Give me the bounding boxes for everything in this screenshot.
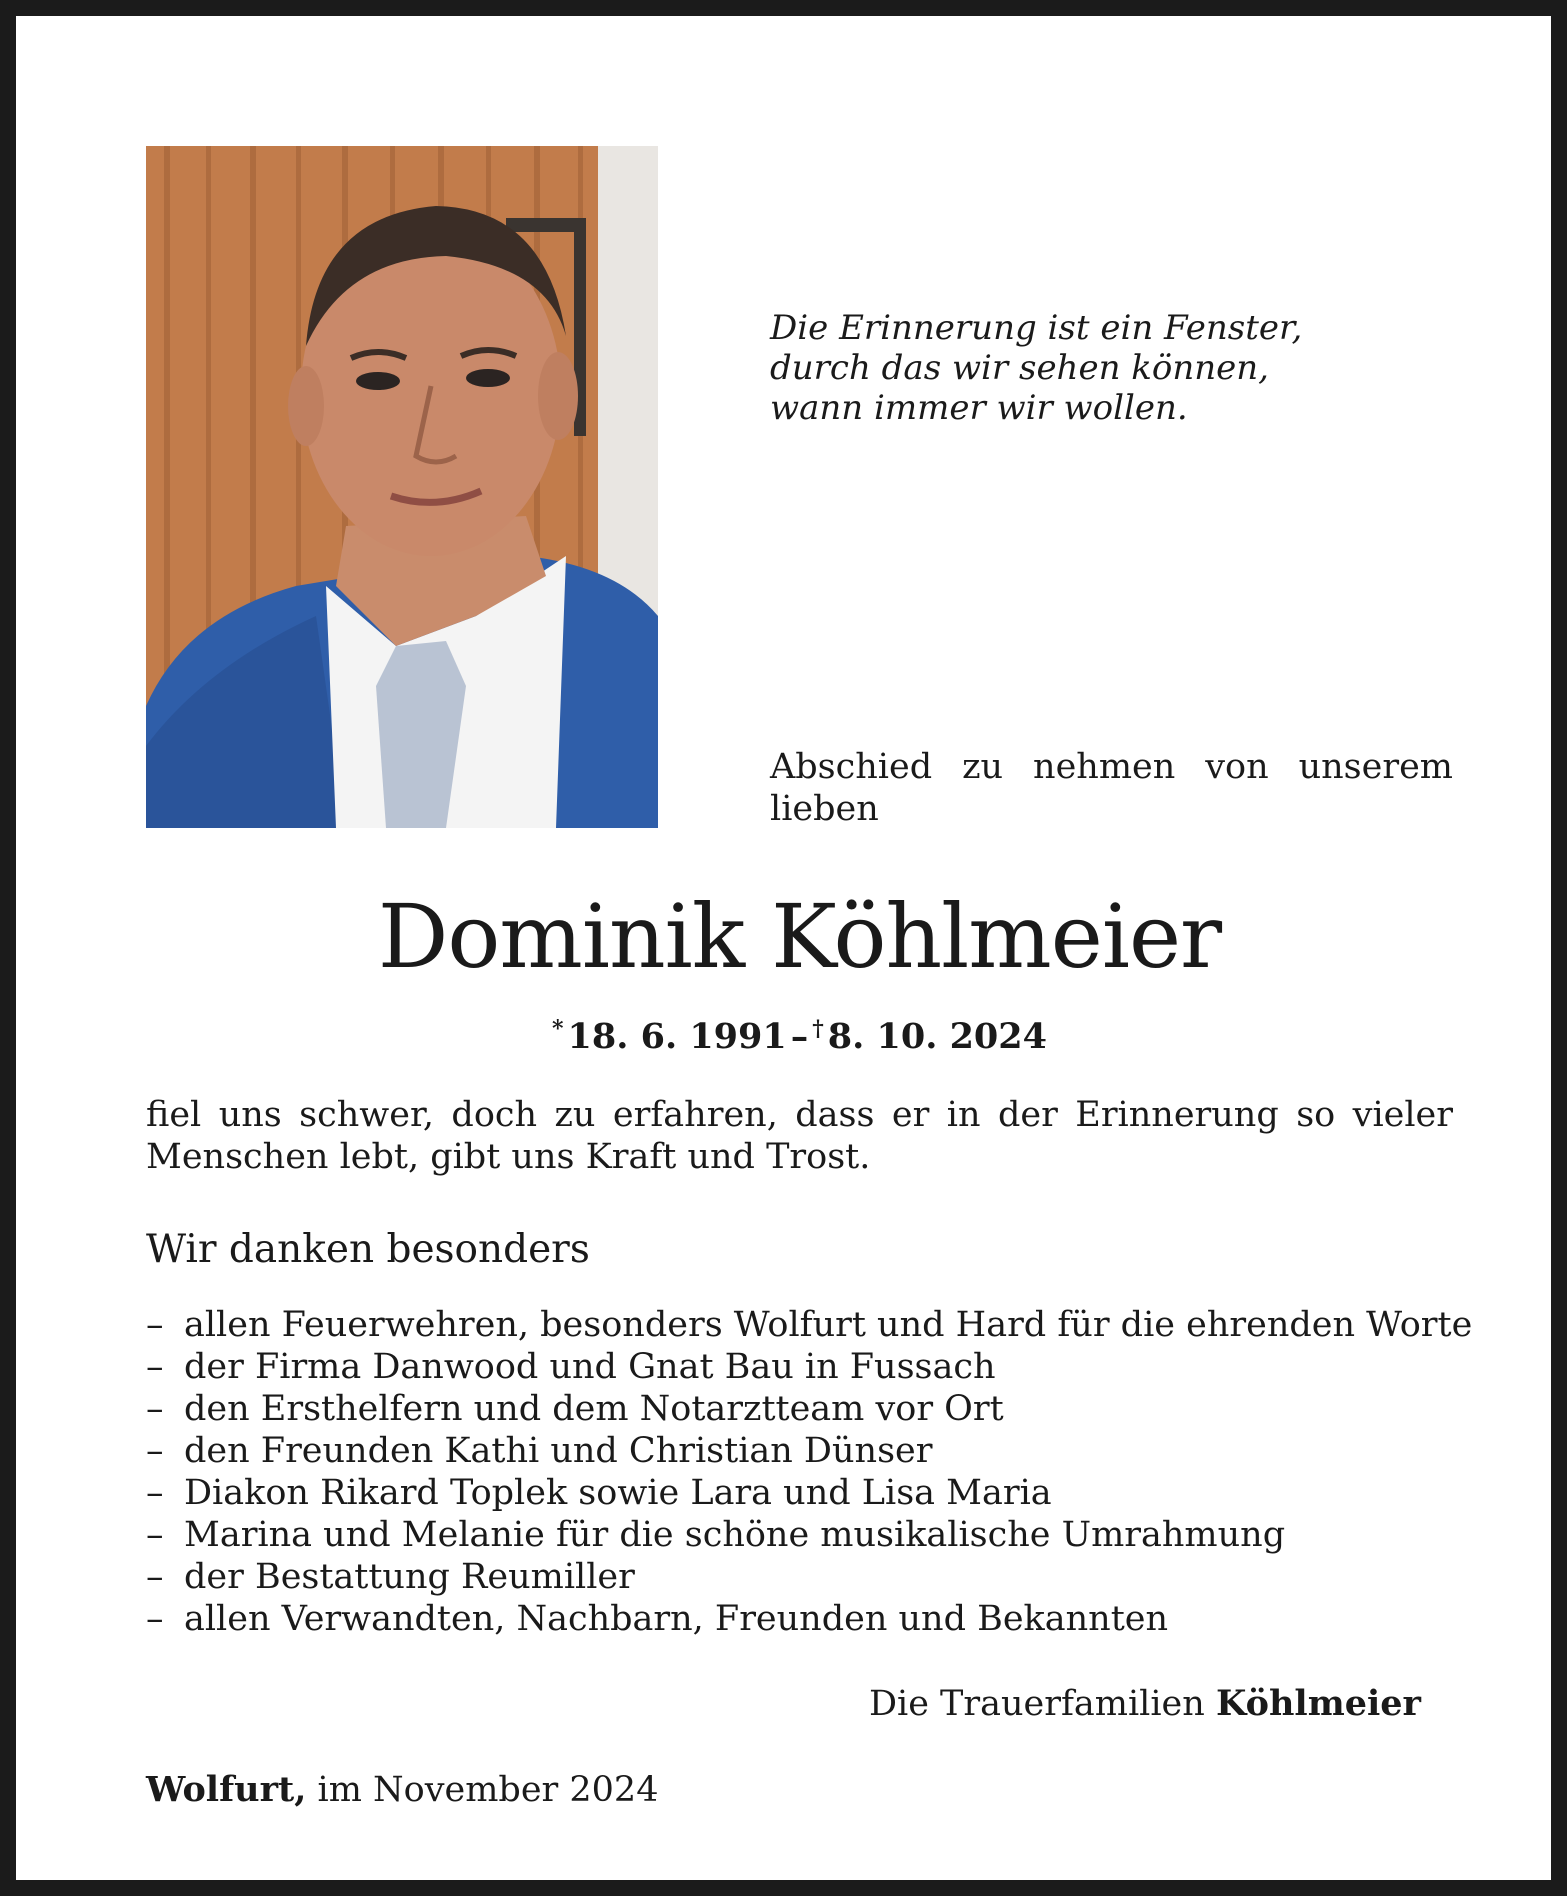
thanks-item-text: Marina und Melanie für die schöne musikalische Umrahmung (184, 1515, 1286, 1555)
memorial-quote (770, 308, 1490, 428)
place-and-date (146, 1768, 658, 1812)
thanks-item-text: Diakon Rikard Toplek sowie Lara und Lisa Maria (184, 1473, 1052, 1513)
thanks-item-text: der Bestattung Reumiller (184, 1557, 635, 1597)
bullet-dash: – (146, 1557, 164, 1597)
date-separator: – (790, 1016, 809, 1057)
bullet-dash: – (146, 1389, 164, 1429)
death-date: 8. 10. 2024 (827, 1016, 1047, 1057)
life-dates (16, 1006, 1567, 1060)
thanks-list (146, 1304, 1473, 1640)
birth-symbol: * (552, 1016, 564, 1042)
thanks-heading: Wir danken besonders (146, 1227, 590, 1272)
signature-prefix: Die Trauerfamilien (868, 1684, 1205, 1724)
body-paragraph: fiel uns schwer, doch zu erfahren, dass er in der Erinnerung so vieler Menschen lebt, gibt uns Kraft und Trost. (146, 1095, 1453, 1177)
bullet-dash: – (146, 1473, 164, 1513)
list-item (146, 1472, 1466, 1514)
quote-line: wann immer wir wollen. (770, 388, 1188, 428)
thanks-item-text: den Ersthelfern und dem Notarztteam vor Ort (184, 1389, 1004, 1429)
quote-line: durch das wir sehen können, (770, 348, 1269, 388)
signature-family-name: Köhlmeier (1215, 1683, 1421, 1724)
portrait-photo (146, 146, 658, 828)
list-item (146, 1430, 1466, 1472)
bullet-dash: – (146, 1305, 164, 1345)
date-text: im November 2024 (317, 1770, 659, 1810)
place: Wolfurt, (146, 1769, 307, 1810)
list-item (146, 1514, 1466, 1556)
quote-line: Die Erinnerung ist ein Fenster, (770, 308, 1303, 348)
deceased-name: Dominik Köhlmeier (377, 885, 1222, 988)
death-symbol: † (812, 1016, 824, 1042)
birth-date: 18. 6. 1991 (567, 1016, 787, 1057)
bullet-dash: – (146, 1347, 164, 1387)
thanks-item-text: allen Verwandten, Nachbarn, Freunden und Bekannten (184, 1599, 1169, 1639)
bullet-dash: – (146, 1515, 164, 1555)
thanks-item-text: den Freunden Kathi und Christian Dünser (184, 1431, 933, 1471)
list-item (146, 1388, 1466, 1430)
list-item (146, 1556, 1466, 1598)
bullet-dash: – (146, 1599, 164, 1639)
list-item (146, 1598, 1466, 1640)
thanks-item-text: der Firma Danwood und Gnat Bau in Fussach (184, 1347, 996, 1387)
list-item (146, 1304, 1473, 1346)
list-item (146, 1346, 1466, 1388)
thanks-item-text: allen Feuerwehren, besonders Wolfurt und Hard für die ehrenden Worte (184, 1305, 1473, 1345)
family-signature (869, 1682, 1421, 1726)
farewell-text: Abschied zu nehmen von unserem lieben (770, 747, 1453, 829)
bullet-dash: – (146, 1431, 164, 1471)
